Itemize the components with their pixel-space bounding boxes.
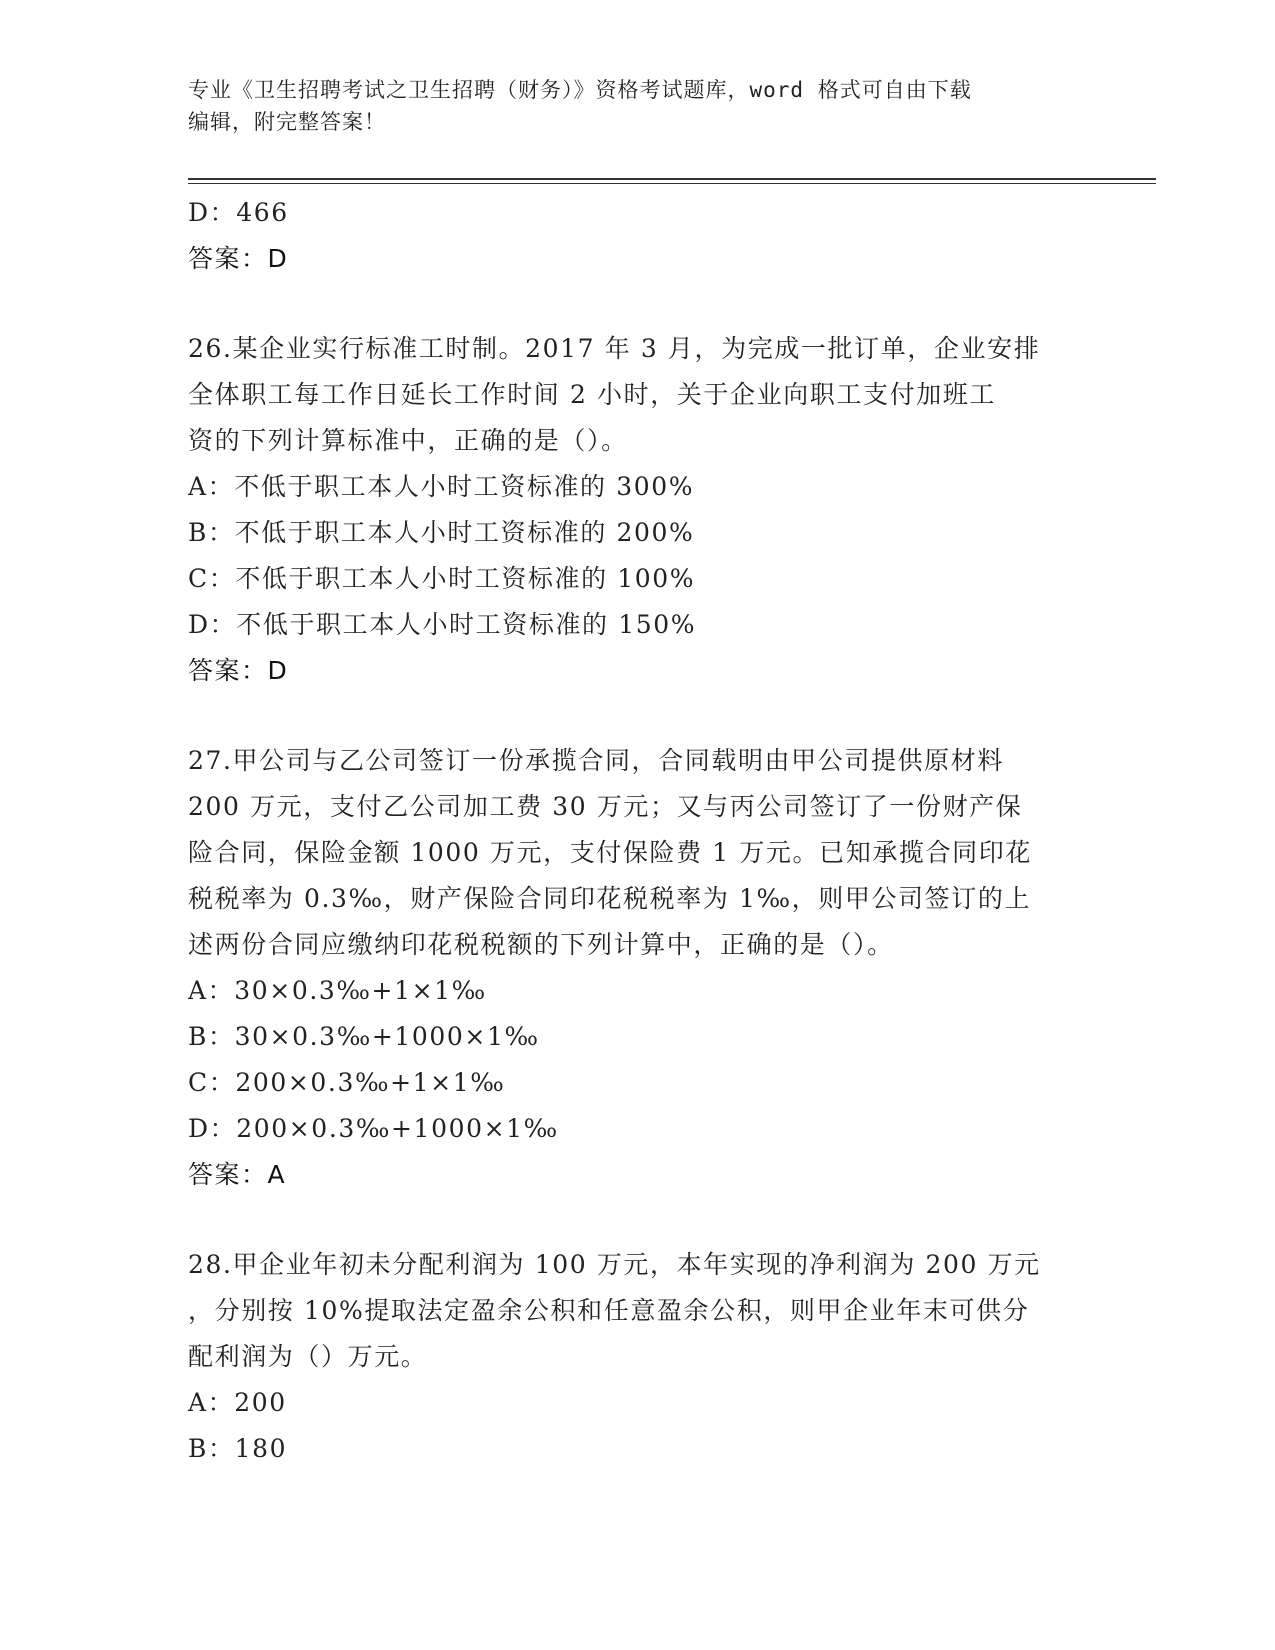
option-c: C：200×0.3‰+1×1‰ [188,1068,506,1097]
header-line-2: 编辑，附完整答案！ [188,110,386,134]
question-stem-line: 述两份合同应缴纳印花税税额的下列计算中，正确的是（）。 [188,930,894,959]
question-stem-line: 全体职工每工作日延长工作时间 2 小时，关于企业向职工支付加班工 [188,380,997,409]
question-stem-line: 险合同，保险金额 1000 万元，支付保险费 1 万元。已知承揽合同印花 [188,838,1032,867]
header-divider-thin [188,183,1156,184]
spacer [188,282,1088,326]
question-27 [188,738,1088,1198]
question-stem-line: 配利润为（）万元。 [188,1342,428,1371]
question-28 [188,1242,1088,1472]
option-d: D：不低于职工本人小时工资标准的 150% [188,610,697,639]
option-d: D：466 [188,198,289,227]
question-stem-line: 26.某企业实行标准工时制。2017 年 3 月，为完成一批订单，企业安排 [188,334,1041,363]
option-b: B：不低于职工本人小时工资标准的 200% [188,518,695,547]
spacer [188,1198,1088,1242]
page-header [188,74,1088,138]
option-a: A：30×0.3‰+1×1‰ [188,976,487,1005]
question-content [188,190,1088,1472]
previous-question-tail [188,190,1088,282]
option-d: D：200×0.3‰+1000×1‰ [188,1114,559,1143]
option-b: B：30×0.3‰+1000×1‰ [188,1022,540,1051]
option-b: B：180 [188,1434,288,1463]
question-stem-line: 税税率为 0.3‰，财产保险合同印花税税率为 1‰，则甲公司签订的上 [188,884,1032,913]
question-stem-line: 27.甲公司与乙公司签订一份承揽合同，合同载明由甲公司提供原材料 [188,746,1004,775]
option-c: C：不低于职工本人小时工资标准的 100% [188,564,696,593]
header-divider-thick [188,178,1156,180]
option-a: A：200 [188,1388,287,1417]
question-stem-line: 28.甲企业年初未分配利润为 100 万元，本年实现的净利润为 200 万元 [188,1250,1041,1279]
answer-line: 答案：D [188,244,289,273]
answer-line: 答案：A [188,1160,287,1189]
question-stem-line: 资的下列计算标准中，正确的是（）。 [188,426,628,455]
question-stem-line: 200 万元，支付乙公司加工费 30 万元；又与丙公司签订了一份财产保 [188,792,1023,821]
question-26 [188,326,1088,694]
header-line-1: 专业《卫生招聘考试之卫生招聘（财务）》资格考试题库，word 格式可自由下载 [188,78,972,102]
option-a: A：不低于职工本人小时工资标准的 300% [188,472,695,501]
question-stem-line: ，分别按 10%提取法定盈余公积和任意盈余公积，则甲企业年末可供分 [188,1296,1030,1325]
answer-line: 答案：D [188,656,289,685]
spacer [188,694,1088,738]
